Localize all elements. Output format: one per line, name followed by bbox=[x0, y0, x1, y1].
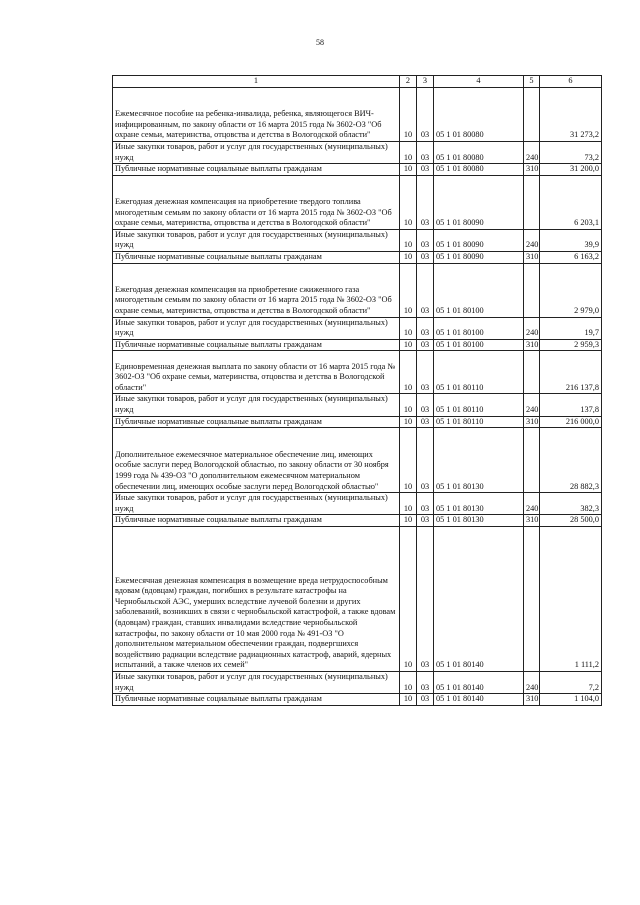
item-name: Иные закупки товаров, работ и услуг для государственных (муниципальных) нужд bbox=[113, 142, 400, 164]
expense-type-code: 310 bbox=[524, 164, 540, 176]
amount: 216 000,0 bbox=[540, 416, 602, 428]
section-code: 10 bbox=[400, 142, 417, 164]
expense-type-code: 310 bbox=[524, 251, 540, 263]
subsection-code: 03 bbox=[417, 142, 434, 164]
section-code: 10 bbox=[400, 694, 417, 706]
target-article-code: 05 1 01 80140 bbox=[434, 526, 524, 671]
target-article-code: 05 1 01 80130 bbox=[434, 493, 524, 515]
item-name: Публичные нормативные социальные выплаты гражданам bbox=[113, 694, 400, 706]
table-row bbox=[113, 339, 602, 351]
item-name: Иные закупки товаров, работ и услуг для государственных (муниципальных) нужд bbox=[113, 394, 400, 416]
amount: 2 979,0 bbox=[540, 263, 602, 317]
expense-type-code: 310 bbox=[524, 694, 540, 706]
item-name: Ежегодная денежная компенсация на приобретение твердого топлива многодетным семьям по закону области от 16 марта 2015 года № 3602-ОЗ "Об охране семьи, материнства, отцовства и детства в Вологодской области" bbox=[113, 175, 400, 229]
section-code: 10 bbox=[400, 263, 417, 317]
table-row bbox=[113, 671, 602, 693]
target-article-code: 05 1 01 80080 bbox=[434, 88, 524, 142]
table-row bbox=[113, 394, 602, 416]
expense-type-code bbox=[524, 428, 540, 493]
section-code: 10 bbox=[400, 671, 417, 693]
header-cell: 4 bbox=[434, 76, 524, 88]
header-cell: 5 bbox=[524, 76, 540, 88]
target-article-code: 05 1 01 80110 bbox=[434, 394, 524, 416]
target-article-code: 05 1 01 80100 bbox=[434, 317, 524, 339]
subsection-code: 03 bbox=[417, 175, 434, 229]
table-row bbox=[113, 142, 602, 164]
target-article-code: 05 1 01 80130 bbox=[434, 515, 524, 527]
expense-type-code bbox=[524, 351, 540, 394]
item-name: Иные закупки товаров, работ и услуг для государственных (муниципальных) нужд bbox=[113, 493, 400, 515]
amount: 39,9 bbox=[540, 229, 602, 251]
table-row bbox=[113, 493, 602, 515]
item-name: Иные закупки товаров, работ и услуг для государственных (муниципальных) нужд bbox=[113, 229, 400, 251]
amount: 31 273,2 bbox=[540, 88, 602, 142]
item-name: Публичные нормативные социальные выплаты гражданам bbox=[113, 515, 400, 527]
subsection-code: 03 bbox=[417, 351, 434, 394]
amount: 28 882,3 bbox=[540, 428, 602, 493]
section-code: 10 bbox=[400, 394, 417, 416]
amount: 382,3 bbox=[540, 493, 602, 515]
amount: 28 500,0 bbox=[540, 515, 602, 527]
subsection-code: 03 bbox=[417, 515, 434, 527]
expense-type-code: 310 bbox=[524, 416, 540, 428]
item-name: Ежемесячное пособие на ребенка-инвалида, ребенка, являющегося ВИЧ-инфицированным, по закону области от 16 марта 2015 года № 3602-ОЗ "Об охране семьи, материнства, отцовства и детства в Вологодской области" bbox=[113, 88, 400, 142]
header-cell: 6 bbox=[540, 76, 602, 88]
target-article-code: 05 1 01 80100 bbox=[434, 339, 524, 351]
amount: 6 163,2 bbox=[540, 251, 602, 263]
table-row bbox=[113, 416, 602, 428]
amount: 2 959,3 bbox=[540, 339, 602, 351]
subsection-code: 03 bbox=[417, 493, 434, 515]
expense-type-code: 240 bbox=[524, 493, 540, 515]
subsection-code: 03 bbox=[417, 671, 434, 693]
item-name: Публичные нормативные социальные выплаты гражданам bbox=[113, 251, 400, 263]
item-name: Иные закупки товаров, работ и услуг для государственных (муниципальных) нужд bbox=[113, 317, 400, 339]
item-name: Ежемесячная денежная компенсация в возмещение вреда нетрудоспособным вдовам (вдовцам) граждан, погибших в результате катастрофы на Чернобыльской АЭС, умерших вследствие лучевой болезни и других заболеваний, возникших в связи с чернобыльской катастрофой, а также вдовам (вдовцам) граждан, ставших инвалидами вследствие чернобыльской катастрофы, по закону области от 10 мая 2000 года № 491-ОЗ "О дополнительном материальном обеспечении граждан, подвергшихся воздействию радиации вследствие радиационных катастроф, аварий, ядерных испытаний, а также членов их семей" bbox=[113, 526, 400, 671]
table-row bbox=[113, 164, 602, 176]
section-code: 10 bbox=[400, 88, 417, 142]
target-article-code: 05 1 01 80090 bbox=[434, 229, 524, 251]
expense-type-code: 240 bbox=[524, 671, 540, 693]
section-code: 10 bbox=[400, 428, 417, 493]
section-code: 10 bbox=[400, 175, 417, 229]
table-row bbox=[113, 351, 602, 394]
target-article-code: 05 1 01 80100 bbox=[434, 263, 524, 317]
subsection-code: 03 bbox=[417, 428, 434, 493]
item-name: Единовременная денежная выплата по закону области от 16 марта 2015 года № 3602-ОЗ "Об охране семьи, материнства, отцовства и детства в Вологодской области" bbox=[113, 351, 400, 394]
amount: 19,7 bbox=[540, 317, 602, 339]
header-cell: 3 bbox=[417, 76, 434, 88]
target-article-code: 05 1 01 80140 bbox=[434, 694, 524, 706]
expense-type-code: 240 bbox=[524, 142, 540, 164]
amount: 31 200,0 bbox=[540, 164, 602, 176]
subsection-code: 03 bbox=[417, 229, 434, 251]
section-code: 10 bbox=[400, 515, 417, 527]
target-article-code: 05 1 01 80080 bbox=[434, 142, 524, 164]
amount: 6 203,1 bbox=[540, 175, 602, 229]
amount: 1 104,0 bbox=[540, 694, 602, 706]
table-row bbox=[113, 229, 602, 251]
item-name: Дополнительное ежемесячное материальное обеспечение лиц, имеющих особые заслуги перед Вологодской областью, по закону области от 30 ноября 1999 года № 439-ОЗ "О дополнительном ежемесячном материальном обеспечении лиц, имеющих особые заслуги перед Вологодской областью" bbox=[113, 428, 400, 493]
target-article-code: 05 1 01 80080 bbox=[434, 164, 524, 176]
section-code: 10 bbox=[400, 317, 417, 339]
header-cell: 1 bbox=[113, 76, 400, 88]
section-code: 10 bbox=[400, 351, 417, 394]
subsection-code: 03 bbox=[417, 263, 434, 317]
table-header-row bbox=[113, 76, 602, 88]
item-name: Ежегодная денежная компенсация на приобретение сжиженного газа многодетным семьям по закону области от 16 марта 2015 года № 3602-ОЗ "Об охране семьи, материнства, отцовства и детства в Вологодской области" bbox=[113, 263, 400, 317]
subsection-code: 03 bbox=[417, 394, 434, 416]
section-code: 10 bbox=[400, 251, 417, 263]
amount: 73,2 bbox=[540, 142, 602, 164]
target-article-code: 05 1 01 80130 bbox=[434, 428, 524, 493]
expense-type-code: 310 bbox=[524, 515, 540, 527]
expense-type-code bbox=[524, 88, 540, 142]
table-row bbox=[113, 694, 602, 706]
amount: 137,8 bbox=[540, 394, 602, 416]
subsection-code: 03 bbox=[417, 339, 434, 351]
subsection-code: 03 bbox=[417, 416, 434, 428]
target-article-code: 05 1 01 80110 bbox=[434, 351, 524, 394]
subsection-code: 03 bbox=[417, 694, 434, 706]
amount: 216 137,8 bbox=[540, 351, 602, 394]
target-article-code: 05 1 01 80090 bbox=[434, 251, 524, 263]
section-code: 10 bbox=[400, 164, 417, 176]
target-article-code: 05 1 01 80140 bbox=[434, 671, 524, 693]
section-code: 10 bbox=[400, 493, 417, 515]
table-row bbox=[113, 526, 602, 671]
amount: 7,2 bbox=[540, 671, 602, 693]
item-name: Публичные нормативные социальные выплаты гражданам bbox=[113, 164, 400, 176]
table-row bbox=[113, 317, 602, 339]
table-row bbox=[113, 175, 602, 229]
item-name: Иные закупки товаров, работ и услуг для государственных (муниципальных) нужд bbox=[113, 671, 400, 693]
expense-type-code: 240 bbox=[524, 317, 540, 339]
expense-type-code: 310 bbox=[524, 339, 540, 351]
table-row bbox=[113, 88, 602, 142]
table-row bbox=[113, 428, 602, 493]
subsection-code: 03 bbox=[417, 526, 434, 671]
page-number: 58 bbox=[316, 38, 324, 47]
section-code: 10 bbox=[400, 339, 417, 351]
item-name: Публичные нормативные социальные выплаты гражданам bbox=[113, 416, 400, 428]
table-row bbox=[113, 263, 602, 317]
expense-type-code bbox=[524, 263, 540, 317]
header-cell: 2 bbox=[400, 76, 417, 88]
item-name: Публичные нормативные социальные выплаты гражданам bbox=[113, 339, 400, 351]
expense-type-code: 240 bbox=[524, 229, 540, 251]
section-code: 10 bbox=[400, 526, 417, 671]
subsection-code: 03 bbox=[417, 317, 434, 339]
expense-type-code bbox=[524, 175, 540, 229]
subsection-code: 03 bbox=[417, 164, 434, 176]
budget-table bbox=[112, 75, 602, 706]
expense-type-code: 240 bbox=[524, 394, 540, 416]
section-code: 10 bbox=[400, 229, 417, 251]
amount: 1 111,2 bbox=[540, 526, 602, 671]
subsection-code: 03 bbox=[417, 88, 434, 142]
table-row bbox=[113, 251, 602, 263]
table-row bbox=[113, 515, 602, 527]
subsection-code: 03 bbox=[417, 251, 434, 263]
target-article-code: 05 1 01 80110 bbox=[434, 416, 524, 428]
expense-type-code bbox=[524, 526, 540, 671]
target-article-code: 05 1 01 80090 bbox=[434, 175, 524, 229]
section-code: 10 bbox=[400, 416, 417, 428]
